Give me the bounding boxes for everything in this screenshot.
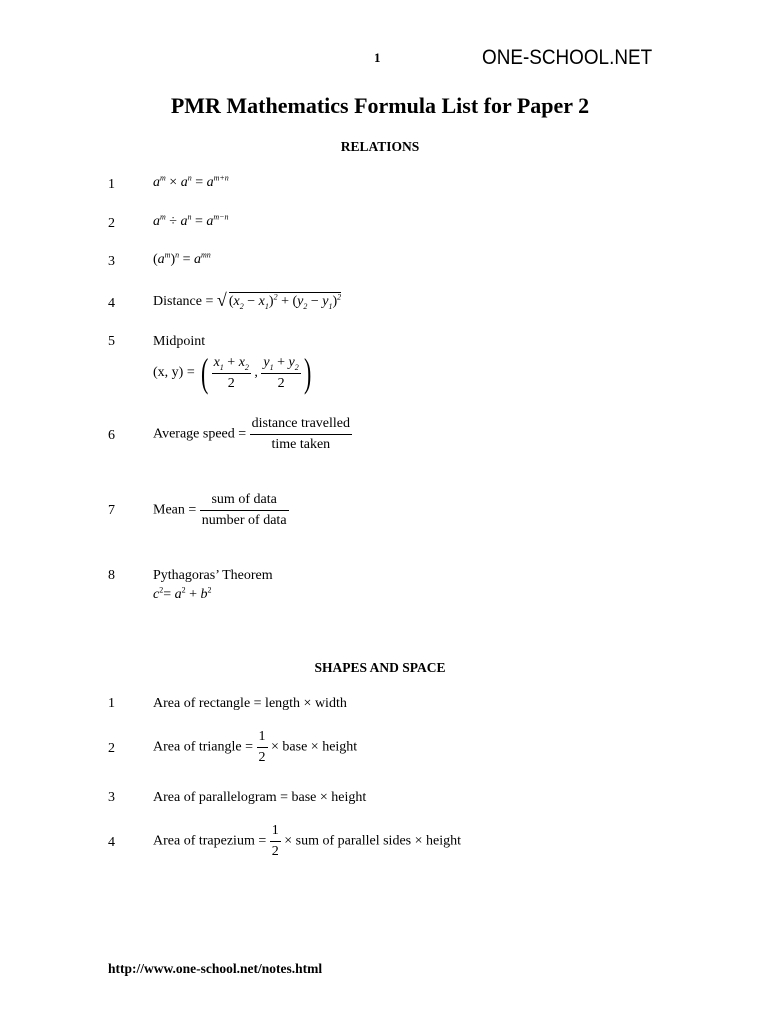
section-heading-shapes: SHAPES AND SPACE (314, 660, 446, 675)
formula-area-parallelogram: Area of parallelogram = base × height (153, 790, 367, 805)
fraction-numerator: distance travelled (250, 416, 352, 435)
relations-item-number: 4 (108, 296, 115, 311)
formula-midpoint-label: Midpoint (153, 334, 206, 349)
fraction-denominator: 2 (271, 844, 279, 859)
formula-rest: × sum of parallel sides × height (284, 833, 461, 849)
fraction-denominator: time taken (271, 437, 331, 452)
formula-average-speed (153, 416, 352, 453)
shapes-item-number: 4 (108, 835, 115, 850)
formula-area-triangle (153, 729, 357, 766)
formula-rest: × base × height (271, 739, 358, 755)
formula-index-division: $a^m \div a^n = a^{m-n}$ (153, 212, 229, 229)
fraction-numerator: 1 (257, 729, 268, 748)
formula-label: Distance = (153, 294, 214, 309)
relations-item-number: 7 (108, 503, 115, 518)
fraction-numerator: 1 (270, 823, 281, 842)
footer-url: http://www.one-school.net/notes.html (108, 961, 323, 976)
section-heading-relations: RELATIONS (340, 139, 420, 154)
fraction-numerator: sum of data (200, 492, 289, 511)
relations-item-number: 2 (108, 216, 115, 231)
formula-distance: Distance = √ $(x_2 - x_1)^2 + (y_2 - y_1)^2$ (153, 290, 342, 311)
formula-area-rectangle: Area of rectangle = length × width (153, 696, 347, 711)
site-name: ONE-SCHOOL.NET (482, 46, 653, 69)
formula-label: Area of triangle = (153, 739, 254, 755)
formula-label: (x, y) = (153, 365, 195, 381)
formula-label: Area of trapezium = (153, 833, 267, 849)
relations-item-number: 6 (108, 428, 115, 443)
shapes-item-number: 2 (108, 741, 115, 756)
page-number: 1 (374, 50, 381, 65)
relations-item-number: 5 (108, 334, 115, 349)
formula-label: Mean = (153, 502, 197, 518)
relations-item-number: 1 (108, 177, 115, 192)
fraction-denominator: number of data (201, 513, 287, 528)
formula-pythagoras: $c^2= a^2 + b^2$ (153, 585, 212, 602)
formula-index-multiplication: $a^m \times a^n = a^{m+n}$ (153, 173, 229, 190)
formula-power-of-power: $(a^m)^n = a^{mn}$ (153, 250, 211, 267)
page-title: PMR Mathematics Formula List for Paper 2 (170, 93, 590, 118)
formula-mean (153, 492, 289, 529)
shapes-item-number: 1 (108, 696, 115, 711)
relations-item-number: 3 (108, 254, 115, 269)
formula-label: Average speed = (153, 426, 247, 442)
relations-item-number: 8 (108, 568, 115, 583)
formula-midpoint: (x, y) = ( $\frac{x_1 + x_2}{2}$ , $\frac{y_1 + y_2}{2}$ ) (153, 350, 312, 395)
formula-pythagoras-label: Pythagoras’ Theorem (153, 568, 273, 583)
shapes-item-number: 3 (108, 790, 115, 805)
fraction-denominator: 2 (258, 750, 266, 765)
formula-area-trapezium (153, 823, 461, 860)
